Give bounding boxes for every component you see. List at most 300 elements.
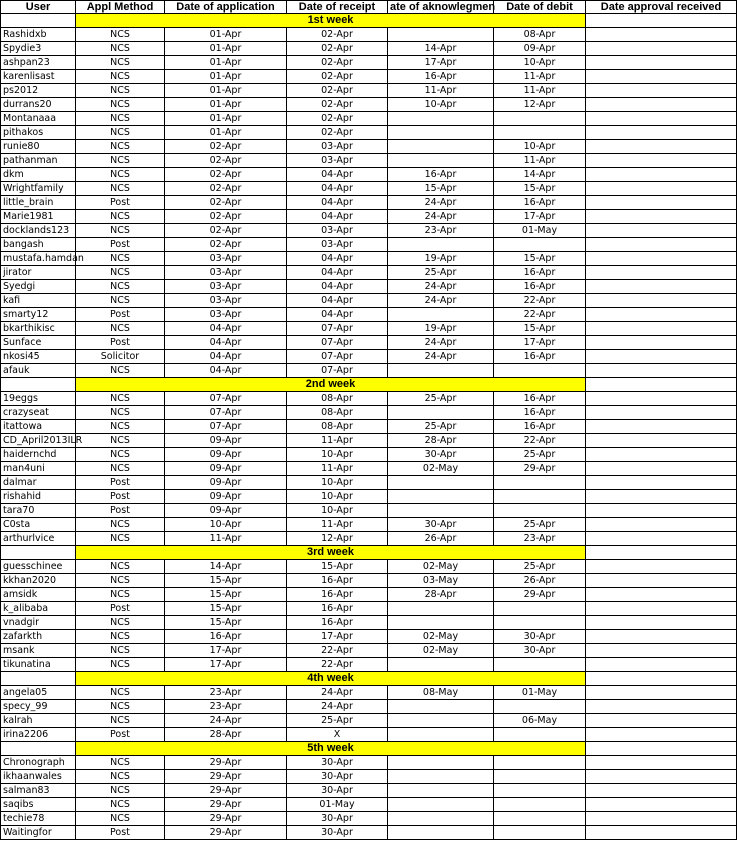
approval-date-cell[interactable]: [586, 350, 737, 364]
receipt-date-cell[interactable]: 02-Apr: [287, 42, 388, 56]
acknowledgement-date-cell[interactable]: 28-Apr: [388, 434, 494, 448]
debit-date-cell[interactable]: [494, 728, 586, 742]
user-cell[interactable]: man4uni: [1, 462, 76, 476]
user-cell[interactable]: Montanaaa: [1, 112, 76, 126]
approval-date-cell[interactable]: [586, 168, 737, 182]
application-date-cell[interactable]: 10-Apr: [165, 518, 287, 532]
application-date-cell[interactable]: 01-Apr: [165, 126, 287, 140]
approval-date-cell[interactable]: [586, 448, 737, 462]
approval-date-cell[interactable]: [586, 196, 737, 210]
application-date-cell[interactable]: 15-Apr: [165, 602, 287, 616]
debit-date-cell[interactable]: 10-Apr: [494, 140, 586, 154]
user-cell[interactable]: tikunatina: [1, 658, 76, 672]
receipt-date-cell[interactable]: 02-Apr: [287, 126, 388, 140]
application-date-cell[interactable]: 03-Apr: [165, 266, 287, 280]
application-date-cell[interactable]: 09-Apr: [165, 476, 287, 490]
user-cell[interactable]: techie78: [1, 812, 76, 826]
appl-method-cell[interactable]: Post: [76, 504, 165, 518]
approval-date-cell[interactable]: [586, 56, 737, 70]
receipt-date-cell[interactable]: 03-Apr: [287, 154, 388, 168]
user-cell[interactable]: crazyseat: [1, 406, 76, 420]
user-cell[interactable]: kafi: [1, 294, 76, 308]
acknowledgement-date-cell[interactable]: [388, 658, 494, 672]
user-cell[interactable]: salman83: [1, 784, 76, 798]
week-header-blank-cell[interactable]: [1, 14, 76, 28]
receipt-date-cell[interactable]: 07-Apr: [287, 350, 388, 364]
approval-date-cell[interactable]: [586, 812, 737, 826]
application-date-cell[interactable]: 09-Apr: [165, 504, 287, 518]
debit-date-cell[interactable]: [494, 126, 586, 140]
debit-date-cell[interactable]: [494, 826, 586, 840]
debit-date-cell[interactable]: 15-Apr: [494, 252, 586, 266]
receipt-date-cell[interactable]: 03-Apr: [287, 224, 388, 238]
receipt-date-cell[interactable]: 11-Apr: [287, 434, 388, 448]
week-header-blank-cell[interactable]: [1, 672, 76, 686]
approval-date-cell[interactable]: [586, 294, 737, 308]
receipt-date-cell[interactable]: X: [287, 728, 388, 742]
appl-method-cell[interactable]: NCS: [76, 322, 165, 336]
appl-method-cell[interactable]: NCS: [76, 784, 165, 798]
appl-method-cell[interactable]: NCS: [76, 644, 165, 658]
debit-date-cell[interactable]: [494, 658, 586, 672]
acknowledgement-date-cell[interactable]: 24-Apr: [388, 196, 494, 210]
acknowledgement-date-cell[interactable]: 17-Apr: [388, 56, 494, 70]
week-header-blank-cell[interactable]: [586, 546, 737, 560]
application-date-cell[interactable]: 09-Apr: [165, 462, 287, 476]
debit-date-cell[interactable]: 16-Apr: [494, 350, 586, 364]
acknowledgement-date-cell[interactable]: [388, 490, 494, 504]
debit-date-cell[interactable]: 10-Apr: [494, 56, 586, 70]
debit-date-cell[interactable]: [494, 756, 586, 770]
appl-method-cell[interactable]: NCS: [76, 210, 165, 224]
acknowledgement-date-cell[interactable]: [388, 238, 494, 252]
acknowledgement-date-cell[interactable]: [388, 700, 494, 714]
appl-method-cell[interactable]: Post: [76, 728, 165, 742]
appl-method-cell[interactable]: Post: [76, 308, 165, 322]
receipt-date-cell[interactable]: 02-Apr: [287, 98, 388, 112]
appl-method-cell[interactable]: NCS: [76, 448, 165, 462]
debit-date-cell[interactable]: 22-Apr: [494, 308, 586, 322]
appl-method-cell[interactable]: Post: [76, 238, 165, 252]
appl-method-cell[interactable]: NCS: [76, 294, 165, 308]
receipt-date-cell[interactable]: 08-Apr: [287, 392, 388, 406]
application-date-cell[interactable]: 02-Apr: [165, 196, 287, 210]
appl-method-cell[interactable]: Post: [76, 336, 165, 350]
approval-date-cell[interactable]: [586, 140, 737, 154]
user-cell[interactable]: Wrightfamily: [1, 182, 76, 196]
application-date-cell[interactable]: 01-Apr: [165, 56, 287, 70]
appl-method-cell[interactable]: NCS: [76, 98, 165, 112]
approval-date-cell[interactable]: [586, 574, 737, 588]
appl-method-cell[interactable]: NCS: [76, 84, 165, 98]
acknowledgement-date-cell[interactable]: [388, 476, 494, 490]
debit-date-cell[interactable]: 16-Apr: [494, 280, 586, 294]
user-cell[interactable]: bangash: [1, 238, 76, 252]
debit-date-cell[interactable]: 22-Apr: [494, 434, 586, 448]
receipt-date-cell[interactable]: 07-Apr: [287, 336, 388, 350]
user-cell[interactable]: CD_April2013ILR: [1, 434, 76, 448]
acknowledgement-date-cell[interactable]: 14-Apr: [388, 42, 494, 56]
approval-date-cell[interactable]: [586, 658, 737, 672]
application-date-cell[interactable]: 02-Apr: [165, 182, 287, 196]
debit-date-cell[interactable]: 17-Apr: [494, 336, 586, 350]
week-header-blank-cell[interactable]: [586, 672, 737, 686]
receipt-date-cell[interactable]: 03-Apr: [287, 140, 388, 154]
debit-date-cell[interactable]: [494, 490, 586, 504]
user-cell[interactable]: C0sta: [1, 518, 76, 532]
user-cell[interactable]: specy_99: [1, 700, 76, 714]
acknowledgement-date-cell[interactable]: [388, 826, 494, 840]
user-cell[interactable]: karenlisast: [1, 70, 76, 84]
appl-method-cell[interactable]: NCS: [76, 56, 165, 70]
application-date-cell[interactable]: 23-Apr: [165, 686, 287, 700]
user-cell[interactable]: Waitingfor: [1, 826, 76, 840]
acknowledgement-date-cell[interactable]: 02-May: [388, 560, 494, 574]
application-date-cell[interactable]: 03-Apr: [165, 280, 287, 294]
debit-date-cell[interactable]: [494, 798, 586, 812]
appl-method-cell[interactable]: NCS: [76, 630, 165, 644]
user-cell[interactable]: itattowa: [1, 420, 76, 434]
receipt-date-cell[interactable]: 07-Apr: [287, 364, 388, 378]
debit-date-cell[interactable]: [494, 238, 586, 252]
receipt-date-cell[interactable]: 24-Apr: [287, 686, 388, 700]
debit-date-cell[interactable]: 08-Apr: [494, 28, 586, 42]
header-appl-method[interactable]: Appl Method: [76, 1, 165, 14]
application-date-cell[interactable]: 02-Apr: [165, 210, 287, 224]
application-date-cell[interactable]: 15-Apr: [165, 616, 287, 630]
debit-date-cell[interactable]: 16-Apr: [494, 266, 586, 280]
application-date-cell[interactable]: 02-Apr: [165, 140, 287, 154]
application-date-cell[interactable]: 29-Apr: [165, 798, 287, 812]
receipt-date-cell[interactable]: 30-Apr: [287, 784, 388, 798]
application-date-cell[interactable]: 03-Apr: [165, 252, 287, 266]
application-date-cell[interactable]: 09-Apr: [165, 448, 287, 462]
debit-date-cell[interactable]: 25-Apr: [494, 560, 586, 574]
receipt-date-cell[interactable]: 11-Apr: [287, 518, 388, 532]
appl-method-cell[interactable]: NCS: [76, 658, 165, 672]
debit-date-cell[interactable]: 29-Apr: [494, 588, 586, 602]
application-date-cell[interactable]: 15-Apr: [165, 588, 287, 602]
appl-method-cell[interactable]: NCS: [76, 532, 165, 546]
receipt-date-cell[interactable]: 04-Apr: [287, 308, 388, 322]
receipt-date-cell[interactable]: 17-Apr: [287, 630, 388, 644]
week-header-blank-cell[interactable]: [586, 742, 737, 756]
debit-date-cell[interactable]: 23-Apr: [494, 532, 586, 546]
acknowledgement-date-cell[interactable]: 30-Apr: [388, 518, 494, 532]
approval-date-cell[interactable]: [586, 826, 737, 840]
user-cell[interactable]: nkosi45: [1, 350, 76, 364]
approval-date-cell[interactable]: [586, 588, 737, 602]
receipt-date-cell[interactable]: 04-Apr: [287, 182, 388, 196]
approval-date-cell[interactable]: [586, 112, 737, 126]
appl-method-cell[interactable]: NCS: [76, 700, 165, 714]
debit-date-cell[interactable]: 25-Apr: [494, 448, 586, 462]
week-header-blank-cell[interactable]: [1, 546, 76, 560]
acknowledgement-date-cell[interactable]: 24-Apr: [388, 210, 494, 224]
acknowledgement-date-cell[interactable]: 25-Apr: [388, 392, 494, 406]
approval-date-cell[interactable]: [586, 336, 737, 350]
acknowledgement-date-cell[interactable]: [388, 364, 494, 378]
appl-method-cell[interactable]: NCS: [76, 392, 165, 406]
appl-method-cell[interactable]: NCS: [76, 420, 165, 434]
appl-method-cell[interactable]: Post: [76, 602, 165, 616]
approval-date-cell[interactable]: [586, 644, 737, 658]
application-date-cell[interactable]: 02-Apr: [165, 224, 287, 238]
debit-date-cell[interactable]: 11-Apr: [494, 84, 586, 98]
application-date-cell[interactable]: 07-Apr: [165, 406, 287, 420]
receipt-date-cell[interactable]: 30-Apr: [287, 756, 388, 770]
application-date-cell[interactable]: 29-Apr: [165, 770, 287, 784]
receipt-date-cell[interactable]: 02-Apr: [287, 56, 388, 70]
week-label[interactable]: 2nd week: [76, 378, 586, 392]
application-date-cell[interactable]: 07-Apr: [165, 420, 287, 434]
acknowledgement-date-cell[interactable]: 15-Apr: [388, 182, 494, 196]
user-cell[interactable]: saqibs: [1, 798, 76, 812]
user-cell[interactable]: ashpan23: [1, 56, 76, 70]
approval-date-cell[interactable]: [586, 322, 737, 336]
acknowledgement-date-cell[interactable]: 03-May: [388, 574, 494, 588]
appl-method-cell[interactable]: NCS: [76, 154, 165, 168]
user-cell[interactable]: runie80: [1, 140, 76, 154]
acknowledgement-date-cell[interactable]: 24-Apr: [388, 294, 494, 308]
debit-date-cell[interactable]: 09-Apr: [494, 42, 586, 56]
debit-date-cell[interactable]: 15-Apr: [494, 322, 586, 336]
application-date-cell[interactable]: 01-Apr: [165, 42, 287, 56]
user-cell[interactable]: haidernchd: [1, 448, 76, 462]
application-date-cell[interactable]: 04-Apr: [165, 322, 287, 336]
appl-method-cell[interactable]: NCS: [76, 364, 165, 378]
debit-date-cell[interactable]: 06-May: [494, 714, 586, 728]
approval-date-cell[interactable]: [586, 98, 737, 112]
user-cell[interactable]: dalmar: [1, 476, 76, 490]
receipt-date-cell[interactable]: 10-Apr: [287, 476, 388, 490]
approval-date-cell[interactable]: [586, 770, 737, 784]
application-date-cell[interactable]: 01-Apr: [165, 70, 287, 84]
user-cell[interactable]: arthurlvice: [1, 532, 76, 546]
week-label[interactable]: 3rd week: [76, 546, 586, 560]
appl-method-cell[interactable]: NCS: [76, 266, 165, 280]
user-cell[interactable]: durrans20: [1, 98, 76, 112]
appl-method-cell[interactable]: Post: [76, 476, 165, 490]
receipt-date-cell[interactable]: 04-Apr: [287, 196, 388, 210]
acknowledgement-date-cell[interactable]: 02-May: [388, 462, 494, 476]
approval-date-cell[interactable]: [586, 728, 737, 742]
acknowledgement-date-cell[interactable]: 30-Apr: [388, 448, 494, 462]
application-date-cell[interactable]: 29-Apr: [165, 826, 287, 840]
approval-date-cell[interactable]: [586, 616, 737, 630]
appl-method-cell[interactable]: NCS: [76, 770, 165, 784]
receipt-date-cell[interactable]: 03-Apr: [287, 238, 388, 252]
debit-date-cell[interactable]: 30-Apr: [494, 630, 586, 644]
approval-date-cell[interactable]: [586, 560, 737, 574]
acknowledgement-date-cell[interactable]: [388, 798, 494, 812]
debit-date-cell[interactable]: 16-Apr: [494, 420, 586, 434]
debit-date-cell[interactable]: 01-May: [494, 686, 586, 700]
appl-method-cell[interactable]: NCS: [76, 126, 165, 140]
application-date-cell[interactable]: 04-Apr: [165, 364, 287, 378]
application-date-cell[interactable]: 07-Apr: [165, 392, 287, 406]
receipt-date-cell[interactable]: 15-Apr: [287, 560, 388, 574]
receipt-date-cell[interactable]: 02-Apr: [287, 28, 388, 42]
debit-date-cell[interactable]: 11-Apr: [494, 70, 586, 84]
acknowledgement-date-cell[interactable]: [388, 714, 494, 728]
application-date-cell[interactable]: 02-Apr: [165, 154, 287, 168]
user-cell[interactable]: 19eggs: [1, 392, 76, 406]
application-date-cell[interactable]: 03-Apr: [165, 294, 287, 308]
debit-date-cell[interactable]: 16-Apr: [494, 196, 586, 210]
acknowledgement-date-cell[interactable]: [388, 406, 494, 420]
user-cell[interactable]: little_brain: [1, 196, 76, 210]
approval-date-cell[interactable]: [586, 210, 737, 224]
week-header-blank-cell[interactable]: [1, 378, 76, 392]
user-cell[interactable]: dkm: [1, 168, 76, 182]
appl-method-cell[interactable]: NCS: [76, 812, 165, 826]
approval-date-cell[interactable]: [586, 420, 737, 434]
application-date-cell[interactable]: 14-Apr: [165, 560, 287, 574]
receipt-date-cell[interactable]: 07-Apr: [287, 322, 388, 336]
debit-date-cell[interactable]: [494, 784, 586, 798]
header-user[interactable]: User: [1, 1, 76, 14]
approval-date-cell[interactable]: [586, 518, 737, 532]
receipt-date-cell[interactable]: 10-Apr: [287, 490, 388, 504]
receipt-date-cell[interactable]: 12-Apr: [287, 532, 388, 546]
week-header-blank-cell[interactable]: [586, 378, 737, 392]
approval-date-cell[interactable]: [586, 630, 737, 644]
appl-method-cell[interactable]: Post: [76, 490, 165, 504]
acknowledgement-date-cell[interactable]: [388, 140, 494, 154]
user-cell[interactable]: Spydie3: [1, 42, 76, 56]
debit-date-cell[interactable]: 14-Apr: [494, 168, 586, 182]
acknowledgement-date-cell[interactable]: 08-May: [388, 686, 494, 700]
header-date-of-acknowledgement[interactable]: ate of aknowlegmen: [388, 1, 494, 14]
debit-date-cell[interactable]: [494, 364, 586, 378]
approval-date-cell[interactable]: [586, 700, 737, 714]
application-date-cell[interactable]: 01-Apr: [165, 98, 287, 112]
application-date-cell[interactable]: 03-Apr: [165, 308, 287, 322]
appl-method-cell[interactable]: NCS: [76, 714, 165, 728]
appl-method-cell[interactable]: NCS: [76, 42, 165, 56]
debit-date-cell[interactable]: [494, 770, 586, 784]
acknowledgement-date-cell[interactable]: 24-Apr: [388, 350, 494, 364]
approval-date-cell[interactable]: [586, 308, 737, 322]
application-date-cell[interactable]: 16-Apr: [165, 630, 287, 644]
user-cell[interactable]: Syedgi: [1, 280, 76, 294]
approval-date-cell[interactable]: [586, 126, 737, 140]
debit-date-cell[interactable]: 30-Apr: [494, 644, 586, 658]
appl-method-cell[interactable]: NCS: [76, 252, 165, 266]
debit-date-cell[interactable]: 29-Apr: [494, 462, 586, 476]
application-date-cell[interactable]: 04-Apr: [165, 336, 287, 350]
acknowledgement-date-cell[interactable]: 28-Apr: [388, 588, 494, 602]
debit-date-cell[interactable]: 22-Apr: [494, 294, 586, 308]
user-cell[interactable]: docklands123: [1, 224, 76, 238]
debit-date-cell[interactable]: [494, 812, 586, 826]
receipt-date-cell[interactable]: 04-Apr: [287, 280, 388, 294]
approval-date-cell[interactable]: [586, 84, 737, 98]
application-date-cell[interactable]: 29-Apr: [165, 784, 287, 798]
acknowledgement-date-cell[interactable]: [388, 28, 494, 42]
appl-method-cell[interactable]: NCS: [76, 756, 165, 770]
debit-date-cell[interactable]: 15-Apr: [494, 182, 586, 196]
user-cell[interactable]: angela05: [1, 686, 76, 700]
receipt-date-cell[interactable]: 30-Apr: [287, 812, 388, 826]
user-cell[interactable]: guesschinee: [1, 560, 76, 574]
user-cell[interactable]: vnadgir: [1, 616, 76, 630]
appl-method-cell[interactable]: NCS: [76, 574, 165, 588]
application-date-cell[interactable]: 02-Apr: [165, 238, 287, 252]
acknowledgement-date-cell[interactable]: 19-Apr: [388, 322, 494, 336]
acknowledgement-date-cell[interactable]: 25-Apr: [388, 420, 494, 434]
approval-date-cell[interactable]: [586, 42, 737, 56]
receipt-date-cell[interactable]: 16-Apr: [287, 616, 388, 630]
week-label[interactable]: 5th week: [76, 742, 586, 756]
application-date-cell[interactable]: 23-Apr: [165, 700, 287, 714]
acknowledgement-date-cell[interactable]: 24-Apr: [388, 336, 494, 350]
application-date-cell[interactable]: 29-Apr: [165, 812, 287, 826]
application-date-cell[interactable]: 28-Apr: [165, 728, 287, 742]
appl-method-cell[interactable]: NCS: [76, 224, 165, 238]
approval-date-cell[interactable]: [586, 602, 737, 616]
receipt-date-cell[interactable]: 16-Apr: [287, 602, 388, 616]
approval-date-cell[interactable]: [586, 686, 737, 700]
appl-method-cell[interactable]: NCS: [76, 616, 165, 630]
application-date-cell[interactable]: 09-Apr: [165, 434, 287, 448]
header-date-of-application[interactable]: Date of application: [165, 1, 287, 14]
receipt-date-cell[interactable]: 08-Apr: [287, 406, 388, 420]
receipt-date-cell[interactable]: 25-Apr: [287, 714, 388, 728]
receipt-date-cell[interactable]: 04-Apr: [287, 294, 388, 308]
approval-date-cell[interactable]: [586, 406, 737, 420]
application-date-cell[interactable]: 24-Apr: [165, 714, 287, 728]
appl-method-cell[interactable]: NCS: [76, 798, 165, 812]
acknowledgement-date-cell[interactable]: [388, 126, 494, 140]
approval-date-cell[interactable]: [586, 504, 737, 518]
receipt-date-cell[interactable]: 24-Apr: [287, 700, 388, 714]
acknowledgement-date-cell[interactable]: [388, 504, 494, 518]
debit-date-cell[interactable]: 16-Apr: [494, 406, 586, 420]
acknowledgement-date-cell[interactable]: [388, 756, 494, 770]
appl-method-cell[interactable]: NCS: [76, 70, 165, 84]
appl-method-cell[interactable]: NCS: [76, 686, 165, 700]
application-date-cell[interactable]: 09-Apr: [165, 490, 287, 504]
receipt-date-cell[interactable]: 10-Apr: [287, 504, 388, 518]
user-cell[interactable]: pithakos: [1, 126, 76, 140]
approval-date-cell[interactable]: [586, 266, 737, 280]
debit-date-cell[interactable]: 12-Apr: [494, 98, 586, 112]
appl-method-cell[interactable]: NCS: [76, 182, 165, 196]
appl-method-cell[interactable]: NCS: [76, 280, 165, 294]
receipt-date-cell[interactable]: 30-Apr: [287, 826, 388, 840]
receipt-date-cell[interactable]: 10-Apr: [287, 448, 388, 462]
approval-date-cell[interactable]: [586, 784, 737, 798]
approval-date-cell[interactable]: [586, 154, 737, 168]
header-date-of-debit[interactable]: Date of debit: [494, 1, 586, 14]
debit-date-cell[interactable]: 16-Apr: [494, 392, 586, 406]
user-cell[interactable]: kalrah: [1, 714, 76, 728]
debit-date-cell[interactable]: [494, 476, 586, 490]
approval-date-cell[interactable]: [586, 182, 737, 196]
acknowledgement-date-cell[interactable]: 23-Apr: [388, 224, 494, 238]
application-date-cell[interactable]: 11-Apr: [165, 532, 287, 546]
user-cell[interactable]: kkhan2020: [1, 574, 76, 588]
user-cell[interactable]: smarty12: [1, 308, 76, 322]
receipt-date-cell[interactable]: 02-Apr: [287, 70, 388, 84]
receipt-date-cell[interactable]: 08-Apr: [287, 420, 388, 434]
receipt-date-cell[interactable]: 04-Apr: [287, 168, 388, 182]
header-date-approval-received[interactable]: Date approval received: [586, 1, 737, 14]
acknowledgement-date-cell[interactable]: [388, 770, 494, 784]
user-cell[interactable]: Marie1981: [1, 210, 76, 224]
